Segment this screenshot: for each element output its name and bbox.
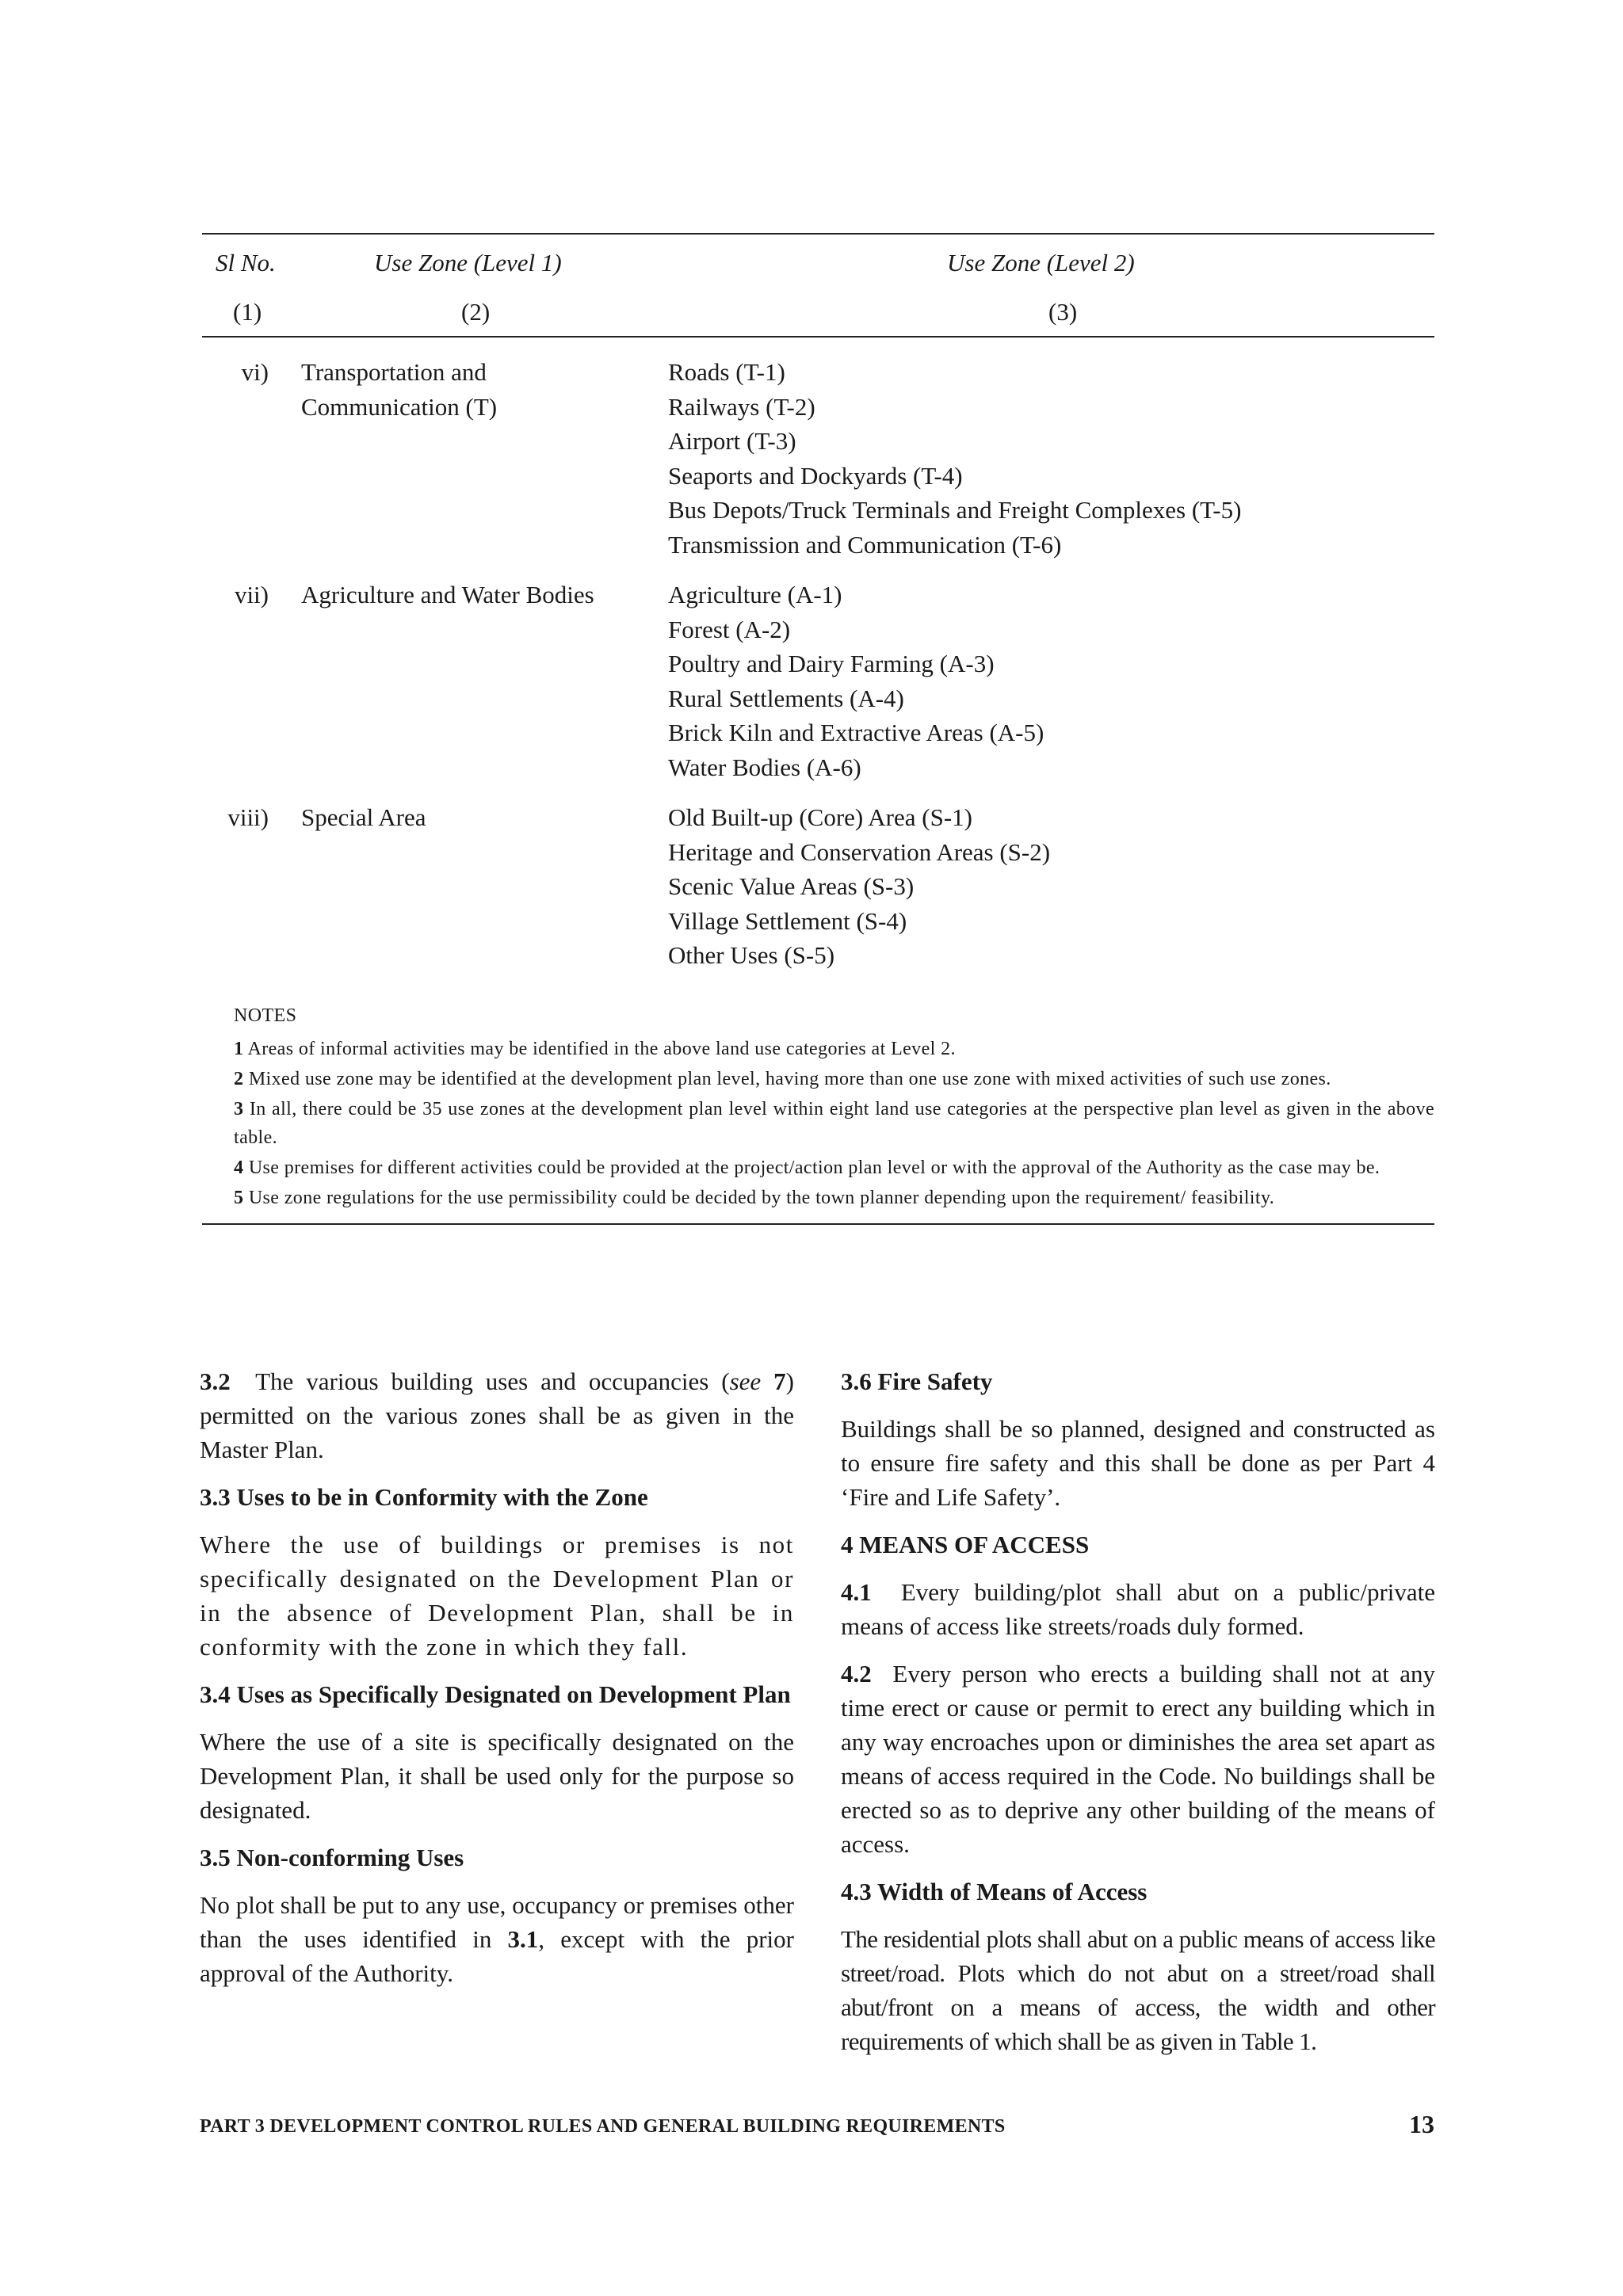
level2-item: Poultry and Dairy Farming (A-3) xyxy=(668,650,995,677)
table-row xyxy=(202,355,1434,562)
heading-3-4: 3.4 Uses as Specifically Designated on Development Plan xyxy=(200,1680,791,1708)
clause-3-6-text: Buildings shall be so planned, designed and constructed as to ensure fire safety and this shall be done as per Part 4 ‘Fire and Life Safety’. xyxy=(841,1415,1435,1511)
clause-4-1 xyxy=(841,1575,1435,1643)
note-number: 5 xyxy=(234,1187,244,1208)
table-body xyxy=(202,355,1434,973)
table-header xyxy=(202,235,1434,336)
clause-text: No plot shall be put to any use, occupancy or premises other than the uses identified in xyxy=(200,1891,794,1953)
row-level2-list xyxy=(668,355,1434,562)
clause-3-2 xyxy=(200,1364,794,1466)
header-sl-no: Sl No. xyxy=(216,249,276,277)
cross-ref: 7 xyxy=(773,1367,786,1395)
note-item xyxy=(234,1184,1434,1212)
note-item xyxy=(234,1035,1434,1063)
table-header-rule xyxy=(202,336,1434,338)
clause-text: Every person who erects a building shall not at any time erect or cause or permit to erect any building which in any way encroaches upon or diminishes the area set apart as means of access required in the Code. No buildings shall be erected so as to deprive any other building of the means of access. xyxy=(841,1660,1435,1858)
table-row xyxy=(202,578,1434,784)
heading-4-3: 4.3 Width of Means of Access xyxy=(841,1878,1148,1905)
level2-item: Other Uses (S-5) xyxy=(668,941,835,969)
header-level1: Use Zone (Level 1) xyxy=(374,249,562,277)
clause-text: , except with the prior approval of the Authority. xyxy=(200,1925,794,1987)
heading-3-5: 3.5 Non-conforming Uses xyxy=(200,1844,464,1871)
header-num-3: (3) xyxy=(1048,298,1078,326)
note-number: 4 xyxy=(234,1157,244,1178)
level2-item: Seaports and Dockyards (T-4) xyxy=(668,461,963,490)
clause-number: 4.1 xyxy=(841,1578,872,1606)
see-ref: see xyxy=(729,1367,762,1395)
note-item xyxy=(234,1095,1434,1152)
cross-ref: 3.1 xyxy=(507,1925,539,1953)
level2-item: Bus Depots/Truck Terminals and Freight Complexes (T-5) xyxy=(668,496,1242,524)
note-item xyxy=(234,1065,1434,1093)
level2-item: Water Bodies (A-6) xyxy=(668,753,861,781)
clause-text: The various building uses and occupancies ( xyxy=(255,1367,730,1395)
level2-item: Scenic Value Areas (S-3) xyxy=(668,872,915,900)
table-row xyxy=(202,800,1434,973)
row-level2-list xyxy=(668,578,1434,784)
land-use-table xyxy=(202,233,1434,1225)
header-num-1: (1) xyxy=(233,298,262,326)
note-text: Use zone regulations for the use permissibility could be decided by the town planner depending upon the requirement/ feasibility. xyxy=(248,1187,1275,1208)
clause-number: 3.2 xyxy=(200,1367,231,1395)
row-level1: Special Area xyxy=(301,803,426,831)
notes-heading: NOTES xyxy=(234,1005,297,1026)
clause-text: Every building/plot shall abut on a public/private means of access like streets/roads duly formed. xyxy=(841,1578,1436,1640)
level2-item: Forest (A-2) xyxy=(668,615,791,643)
level2-item: Old Built-up (Core) Area (S-1) xyxy=(668,803,972,831)
level2-item: Railways (T-2) xyxy=(668,392,815,421)
note-number: 3 xyxy=(234,1098,244,1119)
level2-item: Transmission and Communication (T-6) xyxy=(668,530,1062,559)
clause-text: ) permitted on the various zones shall be as given in the Master Plan. xyxy=(200,1367,794,1463)
level2-item: Agriculture (A-1) xyxy=(668,581,842,608)
row-sl: vii) xyxy=(234,581,269,608)
clause-3-5-text xyxy=(200,1888,794,1990)
note-text: Use premises for different activities could be provided at the project/action plan level or with the approval of the Authority as the case may be. xyxy=(248,1157,1381,1178)
note-number: 2 xyxy=(234,1068,244,1089)
header-level2: Use Zone (Level 2) xyxy=(947,249,1135,277)
row-level2-list xyxy=(668,800,1434,973)
header-num-2: (2) xyxy=(461,298,491,326)
left-column xyxy=(200,1364,794,2004)
table-notes xyxy=(202,1001,1434,1212)
note-number: 1 xyxy=(234,1038,244,1059)
level2-item: Airport (T-3) xyxy=(668,427,796,455)
level2-item: Roads (T-1) xyxy=(668,358,785,386)
level2-item: Rural Settlements (A-4) xyxy=(668,684,904,712)
heading-4: 4 MEANS OF ACCESS xyxy=(841,1531,1090,1558)
row-level1: Agriculture and Water Bodies xyxy=(301,581,594,608)
footer-title: PART 3 DEVELOPMENT CONTROL RULES AND GENERAL BUILDING REQUIREMENTS xyxy=(200,2116,1006,2137)
row-sl: viii) xyxy=(227,803,269,831)
right-column xyxy=(841,1364,1435,2072)
table-bottom-rule xyxy=(202,1223,1434,1225)
note-text: In all, there could be 35 use zones at the development plan level within eight land use categories at the perspective plan level as given in the above table. xyxy=(234,1098,1435,1148)
page-number: 13 xyxy=(1409,2110,1434,2138)
clause-number: 4.2 xyxy=(841,1660,872,1688)
clause-4-3-text: The residential plots shall abut on a public means of access like street/road. Plots which do not abut on a street/road shall abut/front on a means of access, the width and other requirements of which shall be as given in Table 1. xyxy=(841,1925,1435,2055)
heading-3-6: 3.6 Fire Safety xyxy=(841,1367,993,1395)
row-level1: Transportation and Communication (T) xyxy=(301,358,498,421)
clause-4-2 xyxy=(841,1657,1435,1861)
note-item xyxy=(234,1154,1434,1182)
clause-3-4-text: Where the use of a site is specifically designated on the Development Plan, it shall be used only for the purpose so designated. xyxy=(200,1728,794,1824)
heading-3-3: 3.3 Uses to be in Conformity with the Zone xyxy=(200,1483,648,1511)
note-text: Mixed use zone may be identified at the development plan level, having more than one use zone with mixed activities of such use zones. xyxy=(248,1068,1331,1089)
clause-3-3-text: Where the use of buildings or premises is not specifically designated on the Development Plan or in the absence of Development Plan, shall be in conformity with the zone in which they fall. xyxy=(200,1531,794,1661)
row-sl: vi) xyxy=(241,358,269,386)
level2-item: Brick Kiln and Extractive Areas (A-5) xyxy=(668,719,1044,746)
level2-item: Heritage and Conservation Areas (S-2) xyxy=(668,837,1051,866)
level2-item: Village Settlement (S-4) xyxy=(668,906,907,935)
note-text: Areas of informal activities may be identified in the above land use categories at Level 2. xyxy=(247,1038,956,1059)
